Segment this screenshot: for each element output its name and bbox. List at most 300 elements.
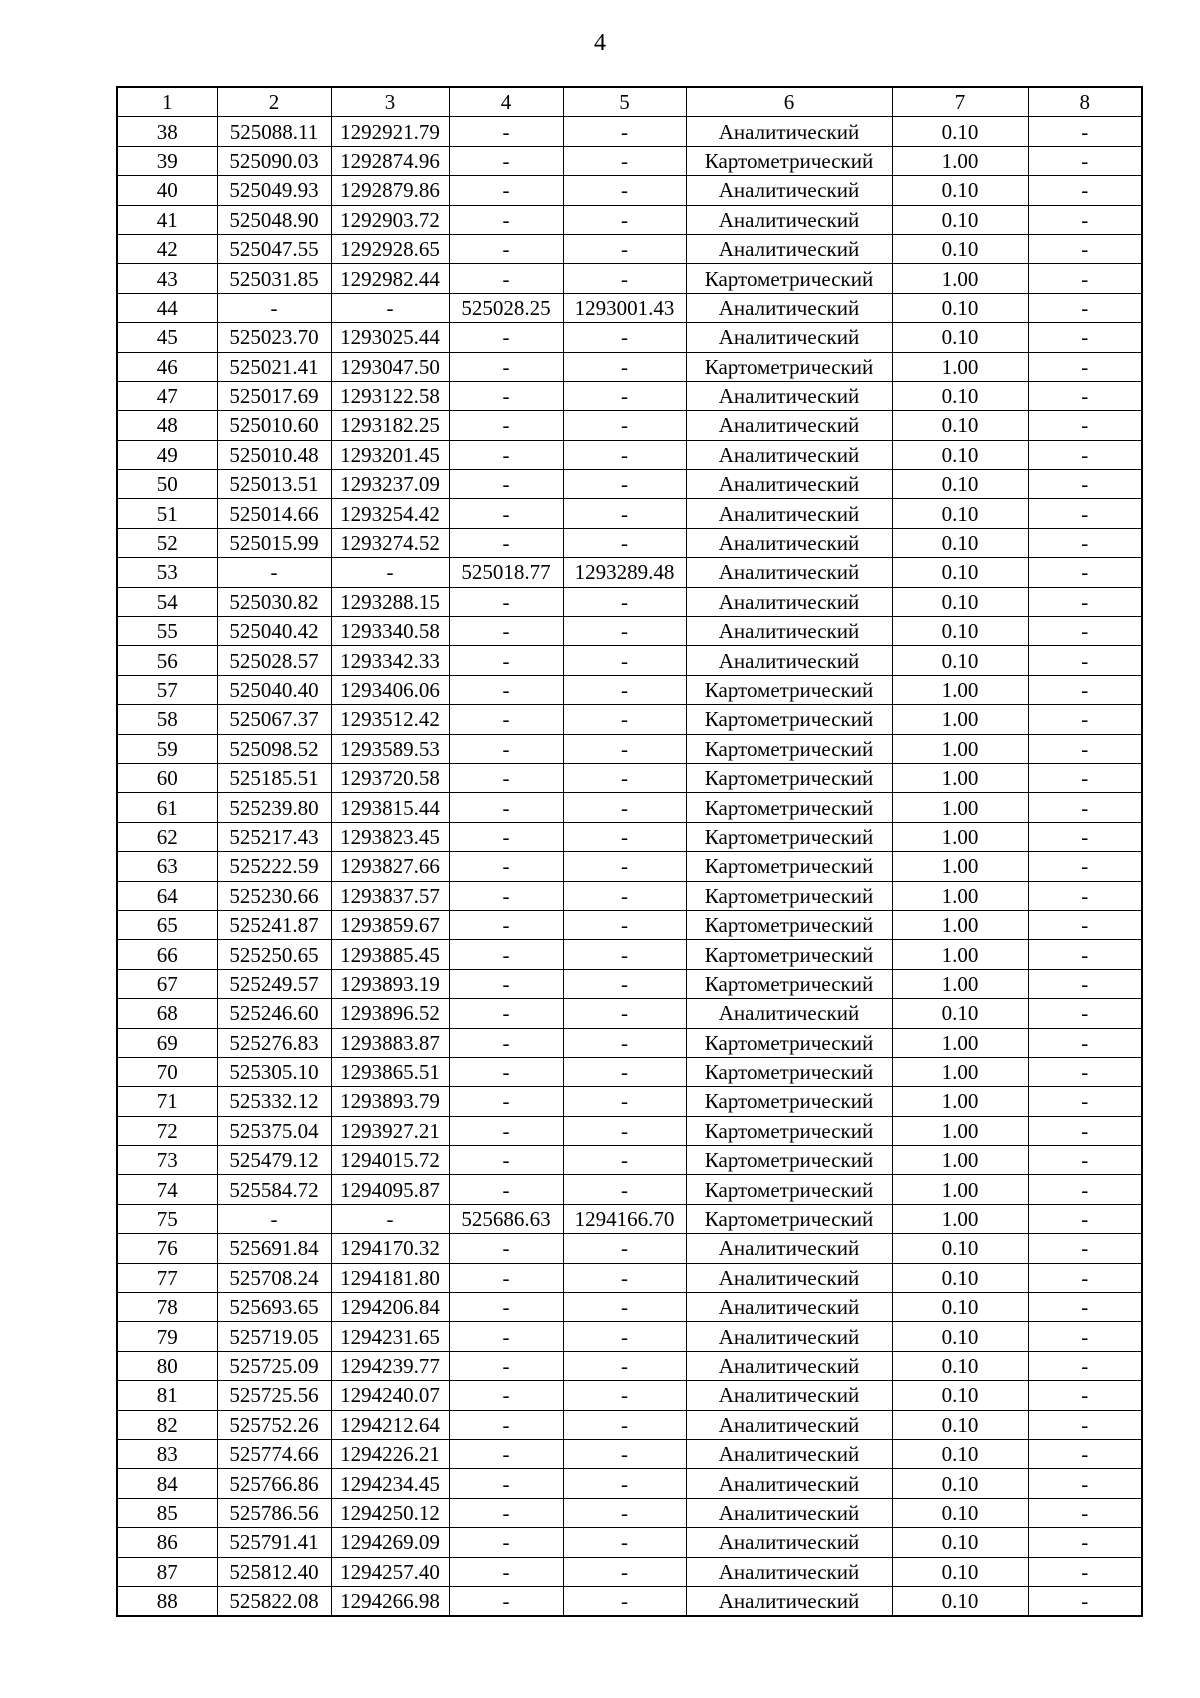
y-new-cell: -: [563, 1087, 686, 1116]
y-coordinate-cell: 1293827.66: [331, 852, 449, 881]
x-new-cell: -: [449, 1322, 563, 1351]
x-coordinate-cell: 525031.85: [217, 264, 331, 293]
point-number-cell: 41: [117, 205, 217, 234]
y-new-cell: -: [563, 852, 686, 881]
y-new-cell: -: [563, 1116, 686, 1145]
accuracy-cell: 0.10: [892, 1381, 1028, 1410]
accuracy-cell: 0.10: [892, 1351, 1028, 1380]
note-cell: -: [1028, 411, 1142, 440]
y-new-cell: -: [563, 205, 686, 234]
column-header: 4: [449, 87, 563, 117]
x-coordinate-cell: 525088.11: [217, 117, 331, 146]
y-coordinate-cell: 1293720.58: [331, 763, 449, 792]
note-cell: -: [1028, 352, 1142, 381]
method-cell: Аналитический: [686, 1263, 892, 1292]
y-coordinate-cell: 1293047.50: [331, 352, 449, 381]
accuracy-cell: 1.00: [892, 146, 1028, 175]
y-new-cell: -: [563, 1469, 686, 1498]
y-coordinate-cell: 1294240.07: [331, 1381, 449, 1410]
y-new-cell: -: [563, 440, 686, 469]
y-coordinate-cell: 1292874.96: [331, 146, 449, 175]
x-coordinate-cell: 525725.09: [217, 1351, 331, 1380]
y-new-cell: -: [563, 1557, 686, 1586]
x-new-cell: -: [449, 264, 563, 293]
method-cell: Картометрический: [686, 910, 892, 939]
point-number-cell: 76: [117, 1234, 217, 1263]
table-row: [117, 1116, 1142, 1145]
method-cell: Аналитический: [686, 1528, 892, 1557]
accuracy-cell: 0.10: [892, 1498, 1028, 1527]
point-number-cell: 68: [117, 999, 217, 1028]
method-cell: Картометрический: [686, 146, 892, 175]
point-number-cell: 70: [117, 1057, 217, 1086]
accuracy-cell: 0.10: [892, 1263, 1028, 1292]
method-cell: Картометрический: [686, 1175, 892, 1204]
x-new-cell: -: [449, 617, 563, 646]
y-new-cell: -: [563, 1498, 686, 1527]
table-row: [117, 352, 1142, 381]
note-cell: -: [1028, 234, 1142, 263]
y-new-cell: -: [563, 646, 686, 675]
y-new-cell: -: [563, 793, 686, 822]
x-coordinate-cell: 525250.65: [217, 940, 331, 969]
x-coordinate-cell: 525010.60: [217, 411, 331, 440]
method-cell: Картометрический: [686, 1057, 892, 1086]
y-coordinate-cell: 1294212.64: [331, 1410, 449, 1439]
note-cell: -: [1028, 1351, 1142, 1380]
method-cell: Картометрический: [686, 352, 892, 381]
y-coordinate-cell: 1294231.65: [331, 1322, 449, 1351]
table-row: [117, 1322, 1142, 1351]
y-new-cell: -: [563, 999, 686, 1028]
method-cell: Картометрический: [686, 969, 892, 998]
method-cell: Картометрический: [686, 763, 892, 792]
x-coordinate-cell: -: [217, 1204, 331, 1233]
table-row: [117, 1469, 1142, 1498]
y-coordinate-cell: 1293896.52: [331, 999, 449, 1028]
accuracy-cell: 0.10: [892, 587, 1028, 616]
method-cell: Аналитический: [686, 205, 892, 234]
table-row: [117, 205, 1142, 234]
x-new-cell: -: [449, 1586, 563, 1616]
column-header: 7: [892, 87, 1028, 117]
x-new-cell: 525686.63: [449, 1204, 563, 1233]
column-header: 8: [1028, 87, 1142, 117]
y-coordinate-cell: 1294239.77: [331, 1351, 449, 1380]
accuracy-cell: 0.10: [892, 1293, 1028, 1322]
point-number-cell: 50: [117, 470, 217, 499]
x-coordinate-cell: 525246.60: [217, 999, 331, 1028]
x-new-cell: -: [449, 499, 563, 528]
x-coordinate-cell: 525028.57: [217, 646, 331, 675]
x-new-cell: -: [449, 146, 563, 175]
note-cell: -: [1028, 1057, 1142, 1086]
table-row: [117, 705, 1142, 734]
note-cell: -: [1028, 117, 1142, 146]
point-number-cell: 86: [117, 1528, 217, 1557]
note-cell: -: [1028, 881, 1142, 910]
accuracy-cell: 0.10: [892, 117, 1028, 146]
y-coordinate-cell: 1293893.19: [331, 969, 449, 998]
x-new-cell: -: [449, 1087, 563, 1116]
point-number-cell: 39: [117, 146, 217, 175]
method-cell: Аналитический: [686, 587, 892, 616]
method-cell: Аналитический: [686, 1557, 892, 1586]
x-new-cell: -: [449, 881, 563, 910]
x-new-cell: -: [449, 1498, 563, 1527]
x-coordinate-cell: 525021.41: [217, 352, 331, 381]
method-cell: Аналитический: [686, 234, 892, 263]
x-coordinate-cell: 525241.87: [217, 910, 331, 939]
table-row: [117, 617, 1142, 646]
method-cell: Картометрический: [686, 705, 892, 734]
accuracy-cell: 1.00: [892, 910, 1028, 939]
x-new-cell: -: [449, 734, 563, 763]
note-cell: -: [1028, 793, 1142, 822]
y-coordinate-cell: 1293815.44: [331, 793, 449, 822]
y-coordinate-cell: 1293342.33: [331, 646, 449, 675]
accuracy-cell: 1.00: [892, 1028, 1028, 1057]
x-coordinate-cell: 525774.66: [217, 1439, 331, 1468]
method-cell: Картометрический: [686, 822, 892, 851]
y-new-cell: -: [563, 587, 686, 616]
accuracy-cell: 0.10: [892, 1234, 1028, 1263]
y-coordinate-cell: 1294269.09: [331, 1528, 449, 1557]
table-row: [117, 264, 1142, 293]
accuracy-cell: 1.00: [892, 675, 1028, 704]
accuracy-cell: 1.00: [892, 969, 1028, 998]
column-header: 5: [563, 87, 686, 117]
note-cell: -: [1028, 1410, 1142, 1439]
accuracy-cell: 1.00: [892, 940, 1028, 969]
y-coordinate-cell: 1293406.06: [331, 675, 449, 704]
point-number-cell: 73: [117, 1146, 217, 1175]
y-coordinate-cell: -: [331, 293, 449, 322]
y-new-cell: -: [563, 234, 686, 263]
accuracy-cell: 0.10: [892, 323, 1028, 352]
table-row: [117, 1410, 1142, 1439]
column-header: 1: [117, 87, 217, 117]
point-number-cell: 63: [117, 852, 217, 881]
x-new-cell: -: [449, 910, 563, 939]
y-new-cell: -: [563, 264, 686, 293]
table-row: [117, 1293, 1142, 1322]
method-cell: Картометрический: [686, 675, 892, 704]
point-number-cell: 83: [117, 1439, 217, 1468]
y-coordinate-cell: 1293823.45: [331, 822, 449, 851]
point-number-cell: 55: [117, 617, 217, 646]
x-coordinate-cell: 525017.69: [217, 381, 331, 410]
x-coordinate-cell: 525222.59: [217, 852, 331, 881]
y-new-cell: -: [563, 1439, 686, 1468]
accuracy-cell: 0.10: [892, 470, 1028, 499]
x-new-cell: -: [449, 705, 563, 734]
x-coordinate-cell: 525010.48: [217, 440, 331, 469]
y-coordinate-cell: 1294095.87: [331, 1175, 449, 1204]
y-coordinate-cell: 1293885.45: [331, 940, 449, 969]
x-coordinate-cell: 525791.41: [217, 1528, 331, 1557]
x-coordinate-cell: 525090.03: [217, 146, 331, 175]
y-new-cell: -: [563, 881, 686, 910]
accuracy-cell: 0.10: [892, 440, 1028, 469]
method-cell: Аналитический: [686, 528, 892, 557]
method-cell: Картометрический: [686, 881, 892, 910]
note-cell: -: [1028, 1116, 1142, 1145]
y-coordinate-cell: 1293883.87: [331, 1028, 449, 1057]
note-cell: -: [1028, 1557, 1142, 1586]
y-coordinate-cell: 1293340.58: [331, 617, 449, 646]
method-cell: Картометрический: [686, 734, 892, 763]
table-row: [117, 940, 1142, 969]
accuracy-cell: 1.00: [892, 705, 1028, 734]
x-coordinate-cell: 525786.56: [217, 1498, 331, 1527]
x-new-cell: -: [449, 1028, 563, 1057]
note-cell: -: [1028, 617, 1142, 646]
x-coordinate-cell: 525015.99: [217, 528, 331, 557]
x-coordinate-cell: 525249.57: [217, 969, 331, 998]
x-new-cell: 525018.77: [449, 558, 563, 587]
method-cell: Аналитический: [686, 117, 892, 146]
y-new-cell: -: [563, 617, 686, 646]
accuracy-cell: 0.10: [892, 646, 1028, 675]
x-new-cell: -: [449, 381, 563, 410]
y-new-cell: 1293289.48: [563, 558, 686, 587]
method-cell: Аналитический: [686, 440, 892, 469]
y-new-cell: -: [563, 117, 686, 146]
method-cell: Аналитический: [686, 1322, 892, 1351]
y-coordinate-cell: 1294234.45: [331, 1469, 449, 1498]
table-row: [117, 734, 1142, 763]
x-new-cell: -: [449, 528, 563, 557]
coordinates-table: [116, 86, 1143, 1617]
table-row: [117, 910, 1142, 939]
accuracy-cell: 0.10: [892, 293, 1028, 322]
table-row: [117, 1175, 1142, 1204]
method-cell: Картометрический: [686, 940, 892, 969]
x-new-cell: -: [449, 1410, 563, 1439]
table-row: [117, 411, 1142, 440]
y-new-cell: -: [563, 734, 686, 763]
table-body: [117, 87, 1142, 1616]
method-cell: Аналитический: [686, 1351, 892, 1380]
point-number-cell: 42: [117, 234, 217, 263]
x-coordinate-cell: 525030.82: [217, 587, 331, 616]
y-new-cell: -: [563, 675, 686, 704]
point-number-cell: 60: [117, 763, 217, 792]
x-coordinate-cell: 525040.42: [217, 617, 331, 646]
method-cell: Аналитический: [686, 411, 892, 440]
table-header-row: [117, 87, 1142, 117]
y-coordinate-cell: 1293122.58: [331, 381, 449, 410]
x-new-cell: -: [449, 1469, 563, 1498]
method-cell: Аналитический: [686, 999, 892, 1028]
x-coordinate-cell: -: [217, 293, 331, 322]
y-new-cell: -: [563, 1528, 686, 1557]
x-coordinate-cell: 525276.83: [217, 1028, 331, 1057]
y-new-cell: -: [563, 1028, 686, 1057]
table-row: [117, 1204, 1142, 1233]
y-coordinate-cell: 1293274.52: [331, 528, 449, 557]
y-new-cell: -: [563, 910, 686, 939]
note-cell: -: [1028, 146, 1142, 175]
note-cell: -: [1028, 470, 1142, 499]
x-coordinate-cell: 525375.04: [217, 1116, 331, 1145]
method-cell: Аналитический: [686, 1381, 892, 1410]
accuracy-cell: 1.00: [892, 264, 1028, 293]
y-coordinate-cell: 1294266.98: [331, 1586, 449, 1616]
y-coordinate-cell: 1293589.53: [331, 734, 449, 763]
x-new-cell: -: [449, 646, 563, 675]
table-row: [117, 999, 1142, 1028]
table-row: [117, 763, 1142, 792]
x-new-cell: -: [449, 1351, 563, 1380]
y-coordinate-cell: 1294015.72: [331, 1146, 449, 1175]
accuracy-cell: 1.00: [892, 352, 1028, 381]
table-row: [117, 470, 1142, 499]
method-cell: Аналитический: [686, 617, 892, 646]
note-cell: -: [1028, 323, 1142, 352]
x-new-cell: -: [449, 117, 563, 146]
accuracy-cell: 1.00: [892, 1175, 1028, 1204]
table-row: [117, 1498, 1142, 1527]
point-number-cell: 64: [117, 881, 217, 910]
method-cell: Картометрический: [686, 1116, 892, 1145]
method-cell: Картометрический: [686, 1204, 892, 1233]
y-new-cell: -: [563, 323, 686, 352]
y-new-cell: -: [563, 470, 686, 499]
x-coordinate-cell: 525047.55: [217, 234, 331, 263]
y-coordinate-cell: 1293893.79: [331, 1087, 449, 1116]
x-new-cell: -: [449, 470, 563, 499]
note-cell: -: [1028, 940, 1142, 969]
y-new-cell: -: [563, 1351, 686, 1380]
note-cell: -: [1028, 499, 1142, 528]
y-new-cell: -: [563, 499, 686, 528]
note-cell: -: [1028, 293, 1142, 322]
note-cell: -: [1028, 1381, 1142, 1410]
table-row: [117, 499, 1142, 528]
point-number-cell: 46: [117, 352, 217, 381]
y-coordinate-cell: 1294181.80: [331, 1263, 449, 1292]
accuracy-cell: 0.10: [892, 205, 1028, 234]
y-new-cell: -: [563, 1057, 686, 1086]
method-cell: Аналитический: [686, 176, 892, 205]
y-coordinate-cell: 1293182.25: [331, 411, 449, 440]
y-new-cell: -: [563, 822, 686, 851]
x-new-cell: -: [449, 440, 563, 469]
x-new-cell: -: [449, 1381, 563, 1410]
point-number-cell: 49: [117, 440, 217, 469]
x-new-cell: -: [449, 822, 563, 851]
y-coordinate-cell: 1293865.51: [331, 1057, 449, 1086]
note-cell: -: [1028, 1322, 1142, 1351]
accuracy-cell: 0.10: [892, 1469, 1028, 1498]
method-cell: Картометрический: [686, 1028, 892, 1057]
note-cell: -: [1028, 1439, 1142, 1468]
table-row: [117, 822, 1142, 851]
method-cell: Аналитический: [686, 1234, 892, 1263]
method-cell: Аналитический: [686, 558, 892, 587]
y-new-cell: -: [563, 352, 686, 381]
accuracy-cell: 1.00: [892, 1116, 1028, 1145]
point-number-cell: 81: [117, 1381, 217, 1410]
y-coordinate-cell: 1293201.45: [331, 440, 449, 469]
x-coordinate-cell: 525708.24: [217, 1263, 331, 1292]
x-coordinate-cell: 525719.05: [217, 1322, 331, 1351]
x-coordinate-cell: 525239.80: [217, 793, 331, 822]
table-row: [117, 1028, 1142, 1057]
y-coordinate-cell: 1293288.15: [331, 587, 449, 616]
point-number-cell: 78: [117, 1293, 217, 1322]
x-coordinate-cell: 525752.26: [217, 1410, 331, 1439]
y-coordinate-cell: 1293859.67: [331, 910, 449, 939]
y-coordinate-cell: 1293837.57: [331, 881, 449, 910]
y-new-cell: -: [563, 1263, 686, 1292]
x-coordinate-cell: 525479.12: [217, 1146, 331, 1175]
x-coordinate-cell: 525725.56: [217, 1381, 331, 1410]
table-row: [117, 234, 1142, 263]
note-cell: -: [1028, 852, 1142, 881]
accuracy-cell: 0.10: [892, 528, 1028, 557]
point-number-cell: 67: [117, 969, 217, 998]
y-coordinate-cell: 1293025.44: [331, 323, 449, 352]
table-row: [117, 1146, 1142, 1175]
y-new-cell: -: [563, 176, 686, 205]
x-coordinate-cell: 525822.08: [217, 1586, 331, 1616]
note-cell: -: [1028, 1204, 1142, 1233]
y-coordinate-cell: 1292928.65: [331, 234, 449, 263]
x-coordinate-cell: 525217.43: [217, 822, 331, 851]
column-header: 6: [686, 87, 892, 117]
accuracy-cell: 0.10: [892, 1586, 1028, 1616]
x-coordinate-cell: 525332.12: [217, 1087, 331, 1116]
table-row: [117, 1586, 1142, 1616]
x-new-cell: -: [449, 793, 563, 822]
table-row: [117, 381, 1142, 410]
y-coordinate-cell: 1292903.72: [331, 205, 449, 234]
point-number-cell: 80: [117, 1351, 217, 1380]
accuracy-cell: 0.10: [892, 1439, 1028, 1468]
method-cell: Картометрический: [686, 793, 892, 822]
point-number-cell: 54: [117, 587, 217, 616]
accuracy-cell: 0.10: [892, 499, 1028, 528]
table-row: [117, 675, 1142, 704]
x-new-cell: -: [449, 323, 563, 352]
x-coordinate-cell: 525013.51: [217, 470, 331, 499]
note-cell: -: [1028, 587, 1142, 616]
accuracy-cell: 1.00: [892, 822, 1028, 851]
point-number-cell: 88: [117, 1586, 217, 1616]
x-coordinate-cell: 525693.65: [217, 1293, 331, 1322]
y-coordinate-cell: 1294226.21: [331, 1439, 449, 1468]
note-cell: -: [1028, 705, 1142, 734]
y-coordinate-cell: -: [331, 558, 449, 587]
point-number-cell: 58: [117, 705, 217, 734]
point-number-cell: 72: [117, 1116, 217, 1145]
x-coordinate-cell: 525691.84: [217, 1234, 331, 1263]
y-coordinate-cell: 1294250.12: [331, 1498, 449, 1527]
method-cell: Аналитический: [686, 1410, 892, 1439]
table-row: [117, 587, 1142, 616]
x-new-cell: -: [449, 940, 563, 969]
method-cell: Аналитический: [686, 381, 892, 410]
note-cell: -: [1028, 1175, 1142, 1204]
accuracy-cell: 0.10: [892, 234, 1028, 263]
x-new-cell: -: [449, 675, 563, 704]
method-cell: Аналитический: [686, 499, 892, 528]
table-row: [117, 1381, 1142, 1410]
x-new-cell: -: [449, 1057, 563, 1086]
